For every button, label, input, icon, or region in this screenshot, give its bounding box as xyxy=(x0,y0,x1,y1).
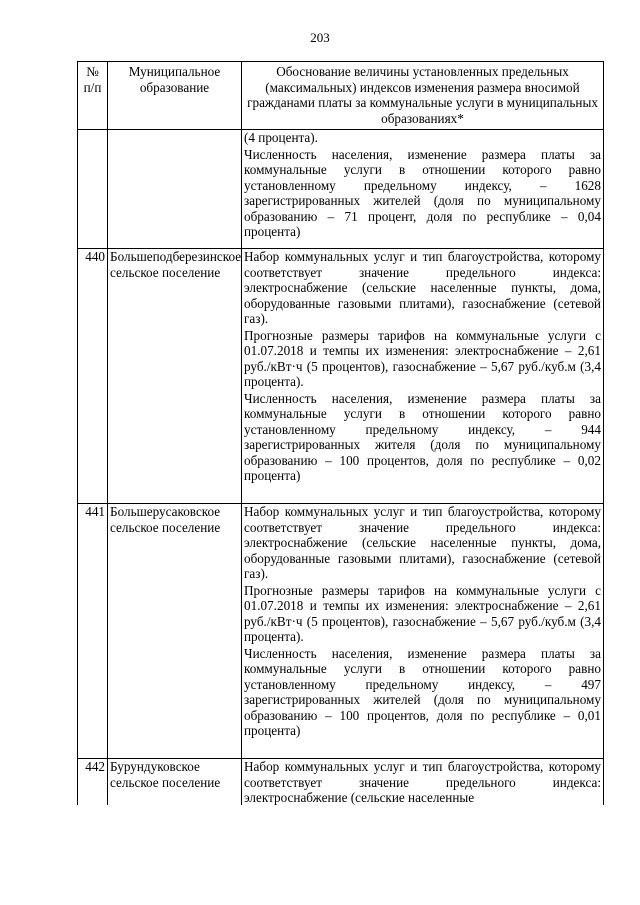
table-header-row xyxy=(78,62,604,130)
table-row xyxy=(78,504,604,759)
row-num-cell xyxy=(78,130,108,249)
table-row xyxy=(78,249,604,504)
row-justification-cell xyxy=(242,504,604,759)
row-municipality: Большеподберезинское сельское поселение xyxy=(108,249,242,504)
paragraph: Набор коммунальных услуг и тип благоустройства, которому соответствует значение предельного индекса: электроснабжение (сельские населенные пункты, дома, оборудованные газовыми плитами), газоснабжение (сетевой газ). xyxy=(244,504,601,581)
header-justification: Обоснование величины установленных предельных (максимальных) индексов изменения размера вносимой гражданами платы за коммунальные услуги в муниципальных образованиях* xyxy=(242,62,604,130)
row-municipality: Бурундуковское сельское поселение xyxy=(108,759,242,806)
paragraph: Численность населения, изменение размера платы за коммунальные услуги в отношении которого равно установленному предельному индексу, – 1628 зарегистрированных жителей (доля по муниципальному образованию – 71 процент, доля по республике – 0,04 процента) xyxy=(244,146,601,239)
page-number: 203 xyxy=(310,30,330,45)
paragraph: Прогнозные размеры тарифов на коммунальные услуги с 01.07.2018 и темпы их изменения: электроснабжение – 2,61 руб./кВт·ч (5 процентов), газоснабжение – 5,67 руб./куб.м (3,4 процента). xyxy=(244,327,601,389)
paragraph: Численность населения, изменение размера платы за коммунальные услуги в отношении которого равно установленному предельному индексу, – 497 зарегистрированных жителей (доля по муниципальному образованию – 100 процентов, доля по республике – 0,01 процента) xyxy=(244,645,601,738)
paragraph: Прогнозные размеры тарифов на коммунальные услуги с 01.07.2018 и темпы их изменения: электроснабжение – 2,61 руб./кВт·ч (5 процентов), газоснабжение – 5,67 руб./куб.м (3,4 процента). xyxy=(244,582,601,644)
paragraph: Численность населения, изменение размера платы за коммунальные услуги в отношении которого равно установленному предельному индексу, – 944 зарегистрированных жителя (доля по муниципальному образованию – 100 процентов, доля по республике – 0,02 процента) xyxy=(244,390,601,483)
row-justification-cell xyxy=(242,130,604,249)
paragraph: (4 процента). xyxy=(244,130,318,145)
row-municipality: Большерусаковское сельское поселение xyxy=(108,504,242,759)
header-municipality: Муниципальное образование xyxy=(108,62,242,130)
row-num: 441 xyxy=(78,504,108,759)
tariff-index-table xyxy=(77,61,604,805)
row-num: 442 xyxy=(78,759,108,806)
table-row xyxy=(78,759,604,806)
row-justification-cell xyxy=(242,249,604,504)
paragraph: Набор коммунальных услуг и тип благоустройства, которому соответствует значение предельного индекса: электроснабжение (сельские населенные xyxy=(244,759,601,805)
table-row xyxy=(78,130,604,249)
row-num: 440 xyxy=(78,249,108,504)
row-municipality-cell xyxy=(108,130,242,249)
header-num: № п/п xyxy=(78,62,108,130)
paragraph: Набор коммунальных услуг и тип благоустройства, которому соответствует значение предельного индекса: электроснабжение (сельские населенные пункты, дома, оборудованные газовыми плитами), газоснабжение (сетевой газ). xyxy=(244,249,601,326)
row-justification-cell xyxy=(242,759,604,806)
